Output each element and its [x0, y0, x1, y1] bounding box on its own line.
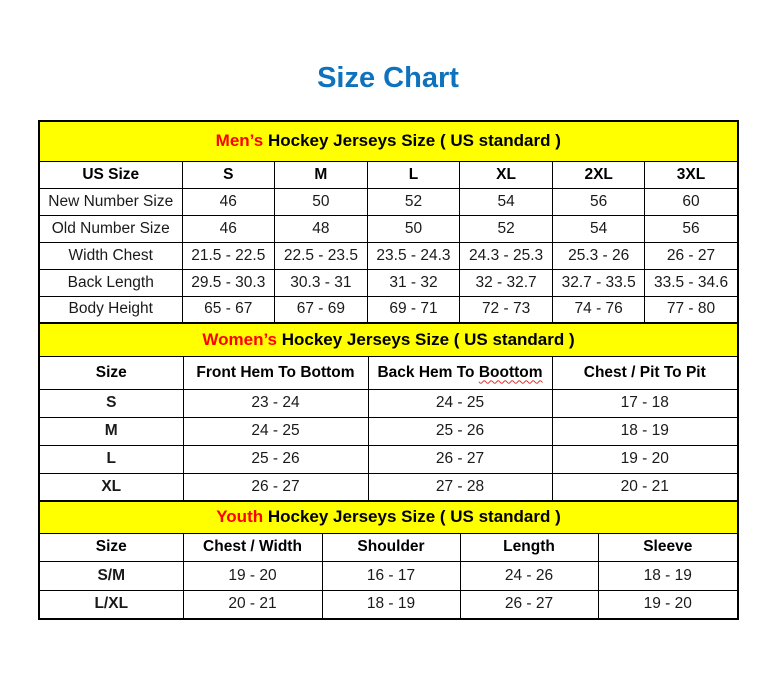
womens-col-header: Size	[39, 356, 183, 389]
mens-col-header: M	[275, 161, 368, 188]
womens-row-m	[39, 417, 738, 445]
size-value: 50	[367, 215, 460, 242]
size-value: 26 - 27	[368, 445, 552, 473]
mens-header-row	[39, 161, 738, 188]
size-chart	[38, 120, 737, 620]
row-label: L/XL	[39, 590, 183, 619]
size-value: 19 - 20	[183, 561, 322, 590]
youth-section-title	[39, 501, 738, 533]
size-value: 74 - 76	[552, 296, 645, 323]
row-label: M	[39, 417, 183, 445]
size-value: 52	[460, 215, 553, 242]
size-value: 60	[645, 188, 738, 215]
mens-section-banner	[39, 121, 738, 161]
size-value: 32.7 - 33.5	[552, 269, 645, 296]
mens-row-new-number	[39, 188, 738, 215]
size-value: 27 - 28	[368, 473, 552, 501]
size-value: 18 - 19	[598, 561, 738, 590]
size-value: 24 - 26	[460, 561, 598, 590]
size-value: 22.5 - 23.5	[275, 242, 368, 269]
size-value: 25 - 26	[183, 445, 368, 473]
size-value: 48	[275, 215, 368, 242]
youth-section-banner	[39, 501, 738, 533]
youth-col-header: Size	[39, 533, 183, 561]
back-hem-misspelled-word: Boottom	[478, 363, 543, 381]
size-value: 23.5 - 24.3	[367, 242, 460, 269]
size-value: 54	[460, 188, 553, 215]
size-value: 31 - 32	[367, 269, 460, 296]
row-label: L	[39, 445, 183, 473]
womens-col-header: Chest / Pit To Pit	[552, 356, 738, 389]
womens-col-header-misspelled	[368, 356, 552, 389]
womens-section-banner	[39, 323, 738, 356]
size-value: 69 - 71	[367, 296, 460, 323]
row-label: Old Number Size	[39, 215, 182, 242]
size-value: 20 - 21	[183, 590, 322, 619]
mens-col-header: L	[367, 161, 460, 188]
size-value: 20 - 21	[552, 473, 738, 501]
mens-size-table	[38, 120, 739, 324]
back-hem-prefix: Back Hem To	[377, 363, 475, 381]
mens-col-header: 2XL	[552, 161, 645, 188]
size-value: 21.5 - 22.5	[182, 242, 275, 269]
youth-section-title-highlight: Youth	[216, 507, 264, 527]
womens-section-title-rest: Hockey Jerseys Size ( US standard )	[281, 329, 575, 349]
size-value: 17 - 18	[552, 389, 738, 417]
mens-col-header: US Size	[39, 161, 182, 188]
womens-row-s	[39, 389, 738, 417]
womens-section-title	[39, 323, 738, 356]
youth-col-header: Shoulder	[322, 533, 460, 561]
row-label: Body Height	[39, 296, 182, 323]
size-value: 65 - 67	[182, 296, 275, 323]
size-value: 24 - 25	[368, 389, 552, 417]
size-value: 33.5 - 34.6	[645, 269, 738, 296]
youth-size-table	[38, 500, 739, 620]
mens-section-title	[39, 121, 738, 161]
size-value: 24.3 - 25.3	[460, 242, 553, 269]
youth-col-header: Chest / Width	[183, 533, 322, 561]
mens-section-title-rest: Hockey Jerseys Size ( US standard )	[267, 131, 561, 151]
size-value: 16 - 17	[322, 561, 460, 590]
size-value: 52	[367, 188, 460, 215]
womens-header-row	[39, 356, 738, 389]
size-value: 30.3 - 31	[275, 269, 368, 296]
mens-col-header: 3XL	[645, 161, 738, 188]
size-value: 26 - 27	[183, 473, 368, 501]
page-title: Size Chart	[317, 62, 459, 94]
mens-row-back-length	[39, 269, 738, 296]
womens-section-title-highlight: Women’s	[202, 329, 277, 349]
row-label: S/M	[39, 561, 183, 590]
size-value: 32 - 32.7	[460, 269, 553, 296]
size-value: 25.3 - 26	[552, 242, 645, 269]
womens-row-xl	[39, 473, 738, 501]
size-value: 54	[552, 215, 645, 242]
size-value: 23 - 24	[183, 389, 368, 417]
size-value: 25 - 26	[368, 417, 552, 445]
row-label: New Number Size	[39, 188, 182, 215]
mens-col-header: S	[182, 161, 275, 188]
mens-row-old-number	[39, 215, 738, 242]
youth-col-header: Sleeve	[598, 533, 738, 561]
womens-size-table	[38, 322, 739, 502]
mens-row-width-chest	[39, 242, 738, 269]
youth-col-header: Length	[460, 533, 598, 561]
size-value: 77 - 80	[645, 296, 738, 323]
size-value: 56	[552, 188, 645, 215]
row-label: XL	[39, 473, 183, 501]
youth-row-sm	[39, 561, 738, 590]
womens-col-header: Front Hem To Bottom	[183, 356, 368, 389]
size-value: 50	[275, 188, 368, 215]
youth-row-lxl	[39, 590, 738, 619]
size-value: 29.5 - 30.3	[182, 269, 275, 296]
size-value: 24 - 25	[183, 417, 368, 445]
row-label: Back Length	[39, 269, 182, 296]
size-value: 19 - 20	[552, 445, 738, 473]
size-value: 56	[645, 215, 738, 242]
size-value: 19 - 20	[598, 590, 738, 619]
size-value: 72 - 73	[460, 296, 553, 323]
womens-row-l	[39, 445, 738, 473]
size-value: 46	[182, 188, 275, 215]
mens-row-body-height	[39, 296, 738, 323]
row-label: S	[39, 389, 183, 417]
size-value: 67 - 69	[275, 296, 368, 323]
size-value: 18 - 19	[322, 590, 460, 619]
youth-header-row	[39, 533, 738, 561]
size-value: 46	[182, 215, 275, 242]
size-value: 18 - 19	[552, 417, 738, 445]
row-label: Width Chest	[39, 242, 182, 269]
size-value: 26 - 27	[460, 590, 598, 619]
youth-section-title-rest: Hockey Jerseys Size ( US standard )	[267, 507, 561, 527]
mens-section-title-highlight: Men’s	[215, 131, 264, 151]
size-value: 26 - 27	[645, 242, 738, 269]
mens-col-header: XL	[460, 161, 553, 188]
